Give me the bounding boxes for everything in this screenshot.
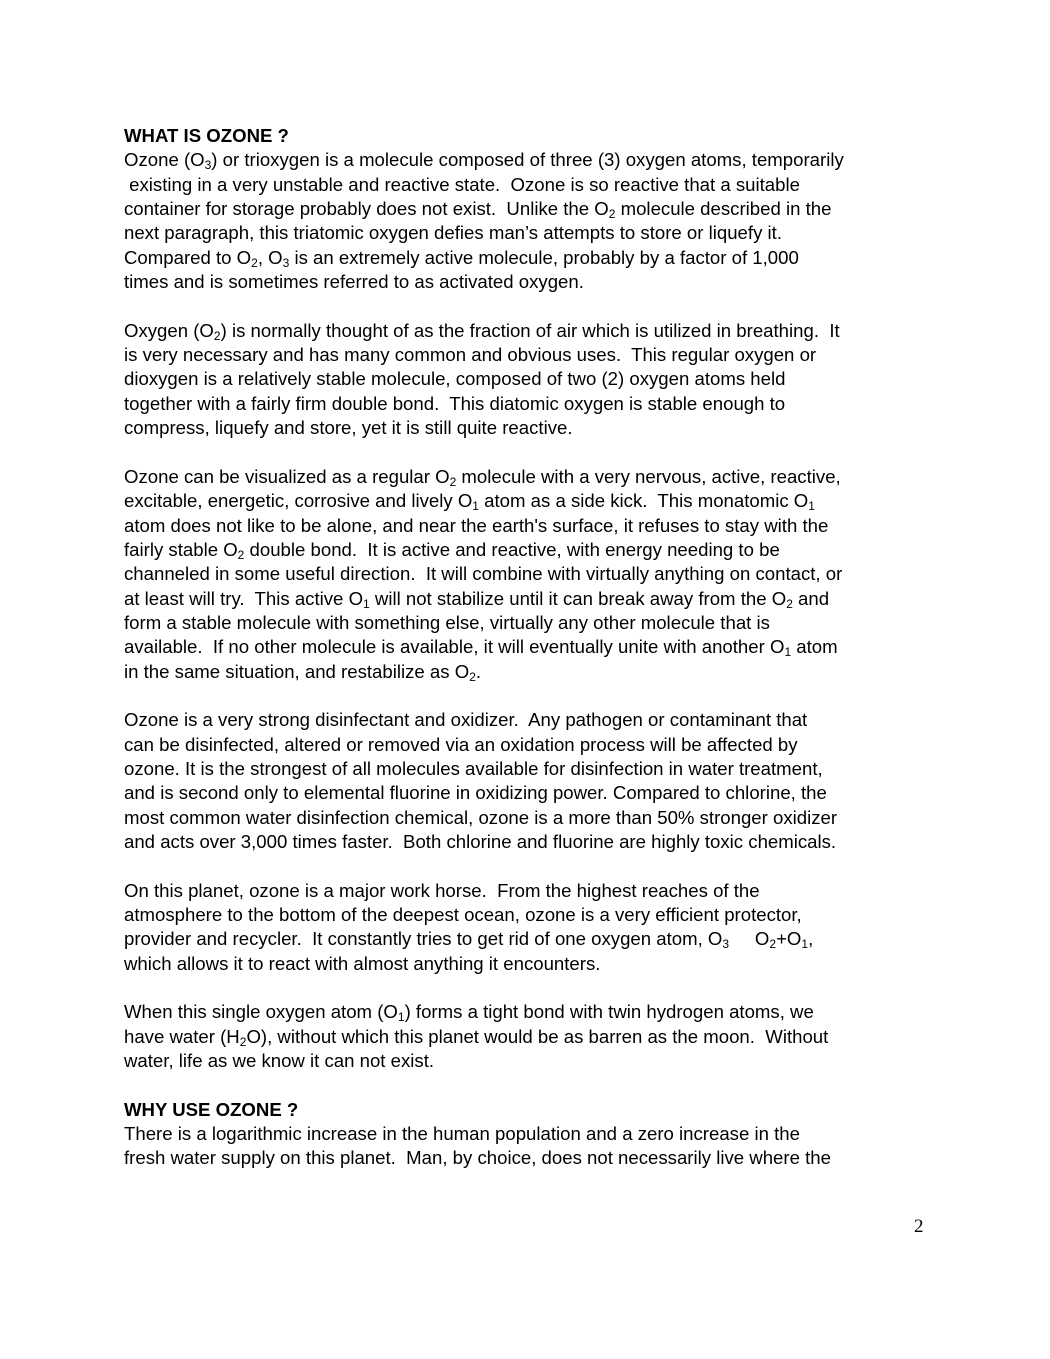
text-line: is very necessary and has many common and obvious uses. This regular oxygen or [124, 344, 817, 366]
heading-why-use-ozone: WHY USE OZONE ? [124, 1098, 299, 1120]
paragraph-5 [124, 879, 936, 976]
text-line: container for storage probably does not exist. Unlike the $O_2$ molecule described in the [124, 198, 832, 222]
text-line: Ozone can be visualized as a regular $O_2$ molecule with a very nervous, active, reactive, [124, 465, 841, 489]
text-line: available. If no other molecule is available, it will eventually unite with another $O_1$ atom [124, 636, 838, 660]
subscript: 2 [237, 547, 245, 562]
paragraph-spacer [124, 684, 936, 708]
text-line: Oxygen $(O_2)$ is normally thought of as the fraction of air which is utilized in breathing. It [124, 319, 840, 343]
text-line: dioxygen is a relatively stable molecule, composed of two (2) oxygen atoms held [124, 368, 786, 390]
paragraph-spacer [124, 294, 936, 318]
subscript: 2 [469, 669, 476, 684]
text-line: excitable, energetic, corrosive and lively $O_1$ atom as a side kick. This monatomic $O_1$ [124, 490, 815, 514]
text-line: When this single oxygen atom $(O_1)$ forms a tight bond with twin hydrogen atoms, we [124, 1001, 814, 1025]
page-number: 2 [914, 1216, 924, 1237]
text-line: which allows it to react with almost anything it encounters. [124, 952, 601, 974]
paragraph-6 [124, 1000, 936, 1073]
text-line: ozone. It is the strongest of all molecules available for disinfection in water treatment, [124, 757, 823, 779]
paragraph-7 [124, 1122, 936, 1171]
document-page [124, 124, 936, 1171]
text-line: at least will try. This active $O_1$ will not stabilize until it can break away from the $O_2$ and [124, 587, 830, 611]
text-line: existing in a very unstable and reactive state. Ozone is so reactive that a suitable [124, 173, 800, 195]
text-line: have water $(H_2O)$, without which this planet would be as barren as the moon. Without [124, 1025, 829, 1049]
text-line: On this planet, ozone is a major work horse. From the highest reaches of the [124, 879, 760, 901]
text-line: provider and recycler. It constantly tries to get rid of one oxygen atom, $O_3$ $O_2+O_1$, [124, 928, 814, 952]
subscript: 1 [472, 499, 479, 514]
text-line: Compared to $O_2$, $O_3$ is an extremely active molecule, probably by a factor of 1,000 [124, 246, 799, 270]
subscript: 2 [449, 474, 457, 489]
text-line: Ozone is a very strong disinfectant and oxidizer. Any pathogen or contaminant that [124, 709, 808, 731]
text-line: next paragraph, this triatomic oxygen defies man’s attempts to store or liquefy it. [124, 222, 782, 244]
subscript: 1 [784, 645, 792, 660]
text-line: in the same situation, and restabilize as $O_2$. [124, 660, 482, 684]
heading-what-is-ozone: WHAT IS OZONE ? [124, 125, 289, 146]
subscript: 2 [251, 255, 258, 270]
text-line: form a stable molecule with something else, virtually any other molecule that is [124, 611, 770, 633]
text-line: atmosphere to the bottom of the deepest ocean, ozone is a very efficient protector, [124, 904, 802, 925]
subscript: 1 [801, 937, 809, 952]
subscript: 2 [769, 937, 777, 952]
subscript: 3 [204, 158, 212, 173]
paragraph-4 [124, 708, 936, 854]
subscript: 3 [282, 255, 290, 270]
paragraph-spacer [124, 1073, 936, 1097]
paragraph-spacer [124, 976, 936, 1000]
subscript: 2 [786, 596, 793, 611]
paragraph-spacer [124, 854, 936, 878]
subscript: 2 [239, 1034, 247, 1049]
text-line: most common water disinfection chemical, ozone is a more than 50% stronger oxidizer [124, 806, 838, 828]
text-line: There is a logarithmic increase in the human population and a zero increase in the [124, 1123, 800, 1145]
text-line: times and is sometimes referred to as activated oxygen. [124, 271, 584, 293]
subscript: 1 [397, 1010, 405, 1025]
text-line: atom does not like to be alone, and near the earth's surface, it refuses to stay with the [124, 514, 829, 536]
text-line: and acts over 3,000 times faster. Both chlorine and fluorine are highly toxic chemicals. [124, 830, 837, 852]
text-line: together with a fairly firm double bond. This diatomic oxygen is stable enough to [124, 392, 786, 414]
subscript: 3 [722, 937, 730, 952]
text-line: fairly stable $O_2$ double bond. It is active and reactive, with energy needing to be [124, 538, 780, 562]
paragraph-3 [124, 465, 936, 684]
text-line: water, life as we know it can not exist. [124, 1050, 435, 1072]
paragraph-2 [124, 319, 936, 441]
paragraph-1 [124, 148, 936, 294]
paragraph-spacer [124, 440, 936, 464]
subscript: 1 [363, 596, 370, 611]
subscript: 1 [808, 499, 815, 514]
subscript: 2 [213, 328, 221, 343]
text-line: compress, liquefy and store, yet it is still quite reactive. [124, 417, 573, 439]
text-line: Ozone $(O_3)$ or trioxygen is a molecule composed of three (3) oxygen atoms, temporarily [124, 149, 844, 173]
text-line: and is second only to elemental fluorine in oxidizing power. Compared to chlorine, the [124, 782, 827, 804]
text-line: fresh water supply on this planet. Man, by choice, does not necessarily live where the [124, 1147, 831, 1169]
subscript: 2 [608, 207, 616, 222]
text-line: can be disinfected, altered or removed via an oxidation process will be affected by [124, 733, 798, 755]
text-line: channeled in some useful direction. It will combine with virtually anything on contact, or [124, 563, 843, 585]
